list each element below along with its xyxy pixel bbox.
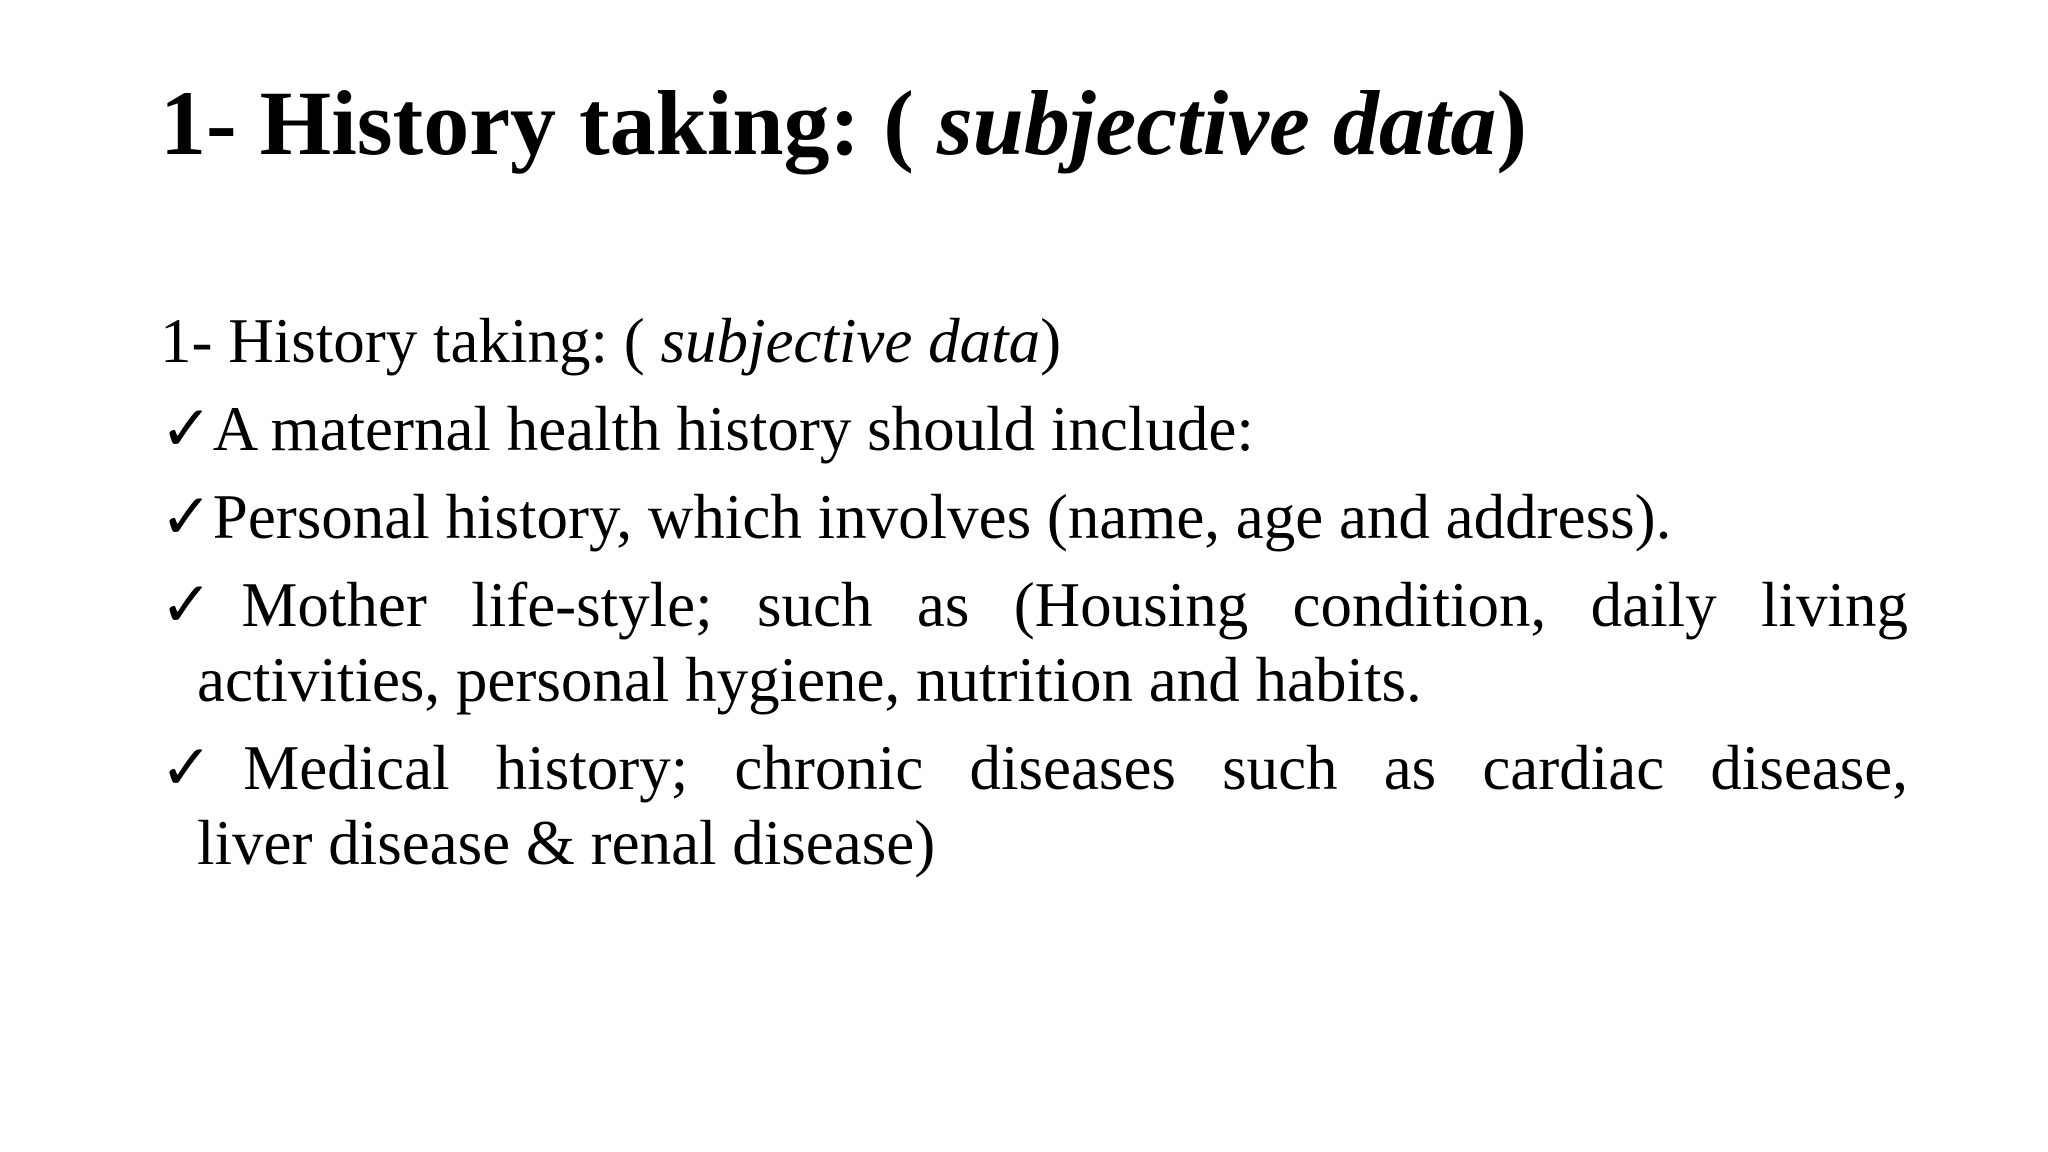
bullet-text: Personal history, which involves (name, age and address). — [212, 482, 1672, 552]
check-icon: ✓ — [160, 394, 213, 464]
title-prefix: 1- History taking: ( — [160, 72, 937, 174]
bullet-item — [160, 394, 1908, 464]
bullet-text: Mother life-style; such as (Housing condition, daily living — [241, 570, 1908, 640]
slide-title — [160, 68, 1527, 178]
bullet-text: Medical history; chronic diseases such as cardiac disease, — [243, 733, 1909, 803]
check-icon: ✓ — [160, 482, 213, 552]
bullet-continuation: liver disease & renal disease) — [197, 808, 936, 878]
title-suffix: ) — [1496, 72, 1528, 174]
bullet-continuation: activities, personal hygiene, nutrition and habits. — [197, 645, 1422, 715]
bullet-line — [160, 733, 1909, 803]
slide-body — [160, 306, 1909, 900]
bullet-line — [160, 570, 1908, 640]
bullet-item — [160, 482, 1908, 552]
bullet-item — [160, 570, 1908, 715]
bullet-text: A maternal health history should include: — [212, 394, 1254, 464]
intro-prefix: 1- History taking: ( — [160, 306, 661, 376]
title-italic: subjective data — [936, 72, 1497, 174]
intro-line — [160, 306, 1908, 376]
check-icon: ✓ — [160, 570, 242, 640]
check-icon: ✓ — [160, 733, 244, 803]
intro-italic: subjective data — [660, 306, 1041, 376]
intro-suffix: ) — [1040, 306, 1062, 376]
bullet-item — [160, 733, 1909, 878]
